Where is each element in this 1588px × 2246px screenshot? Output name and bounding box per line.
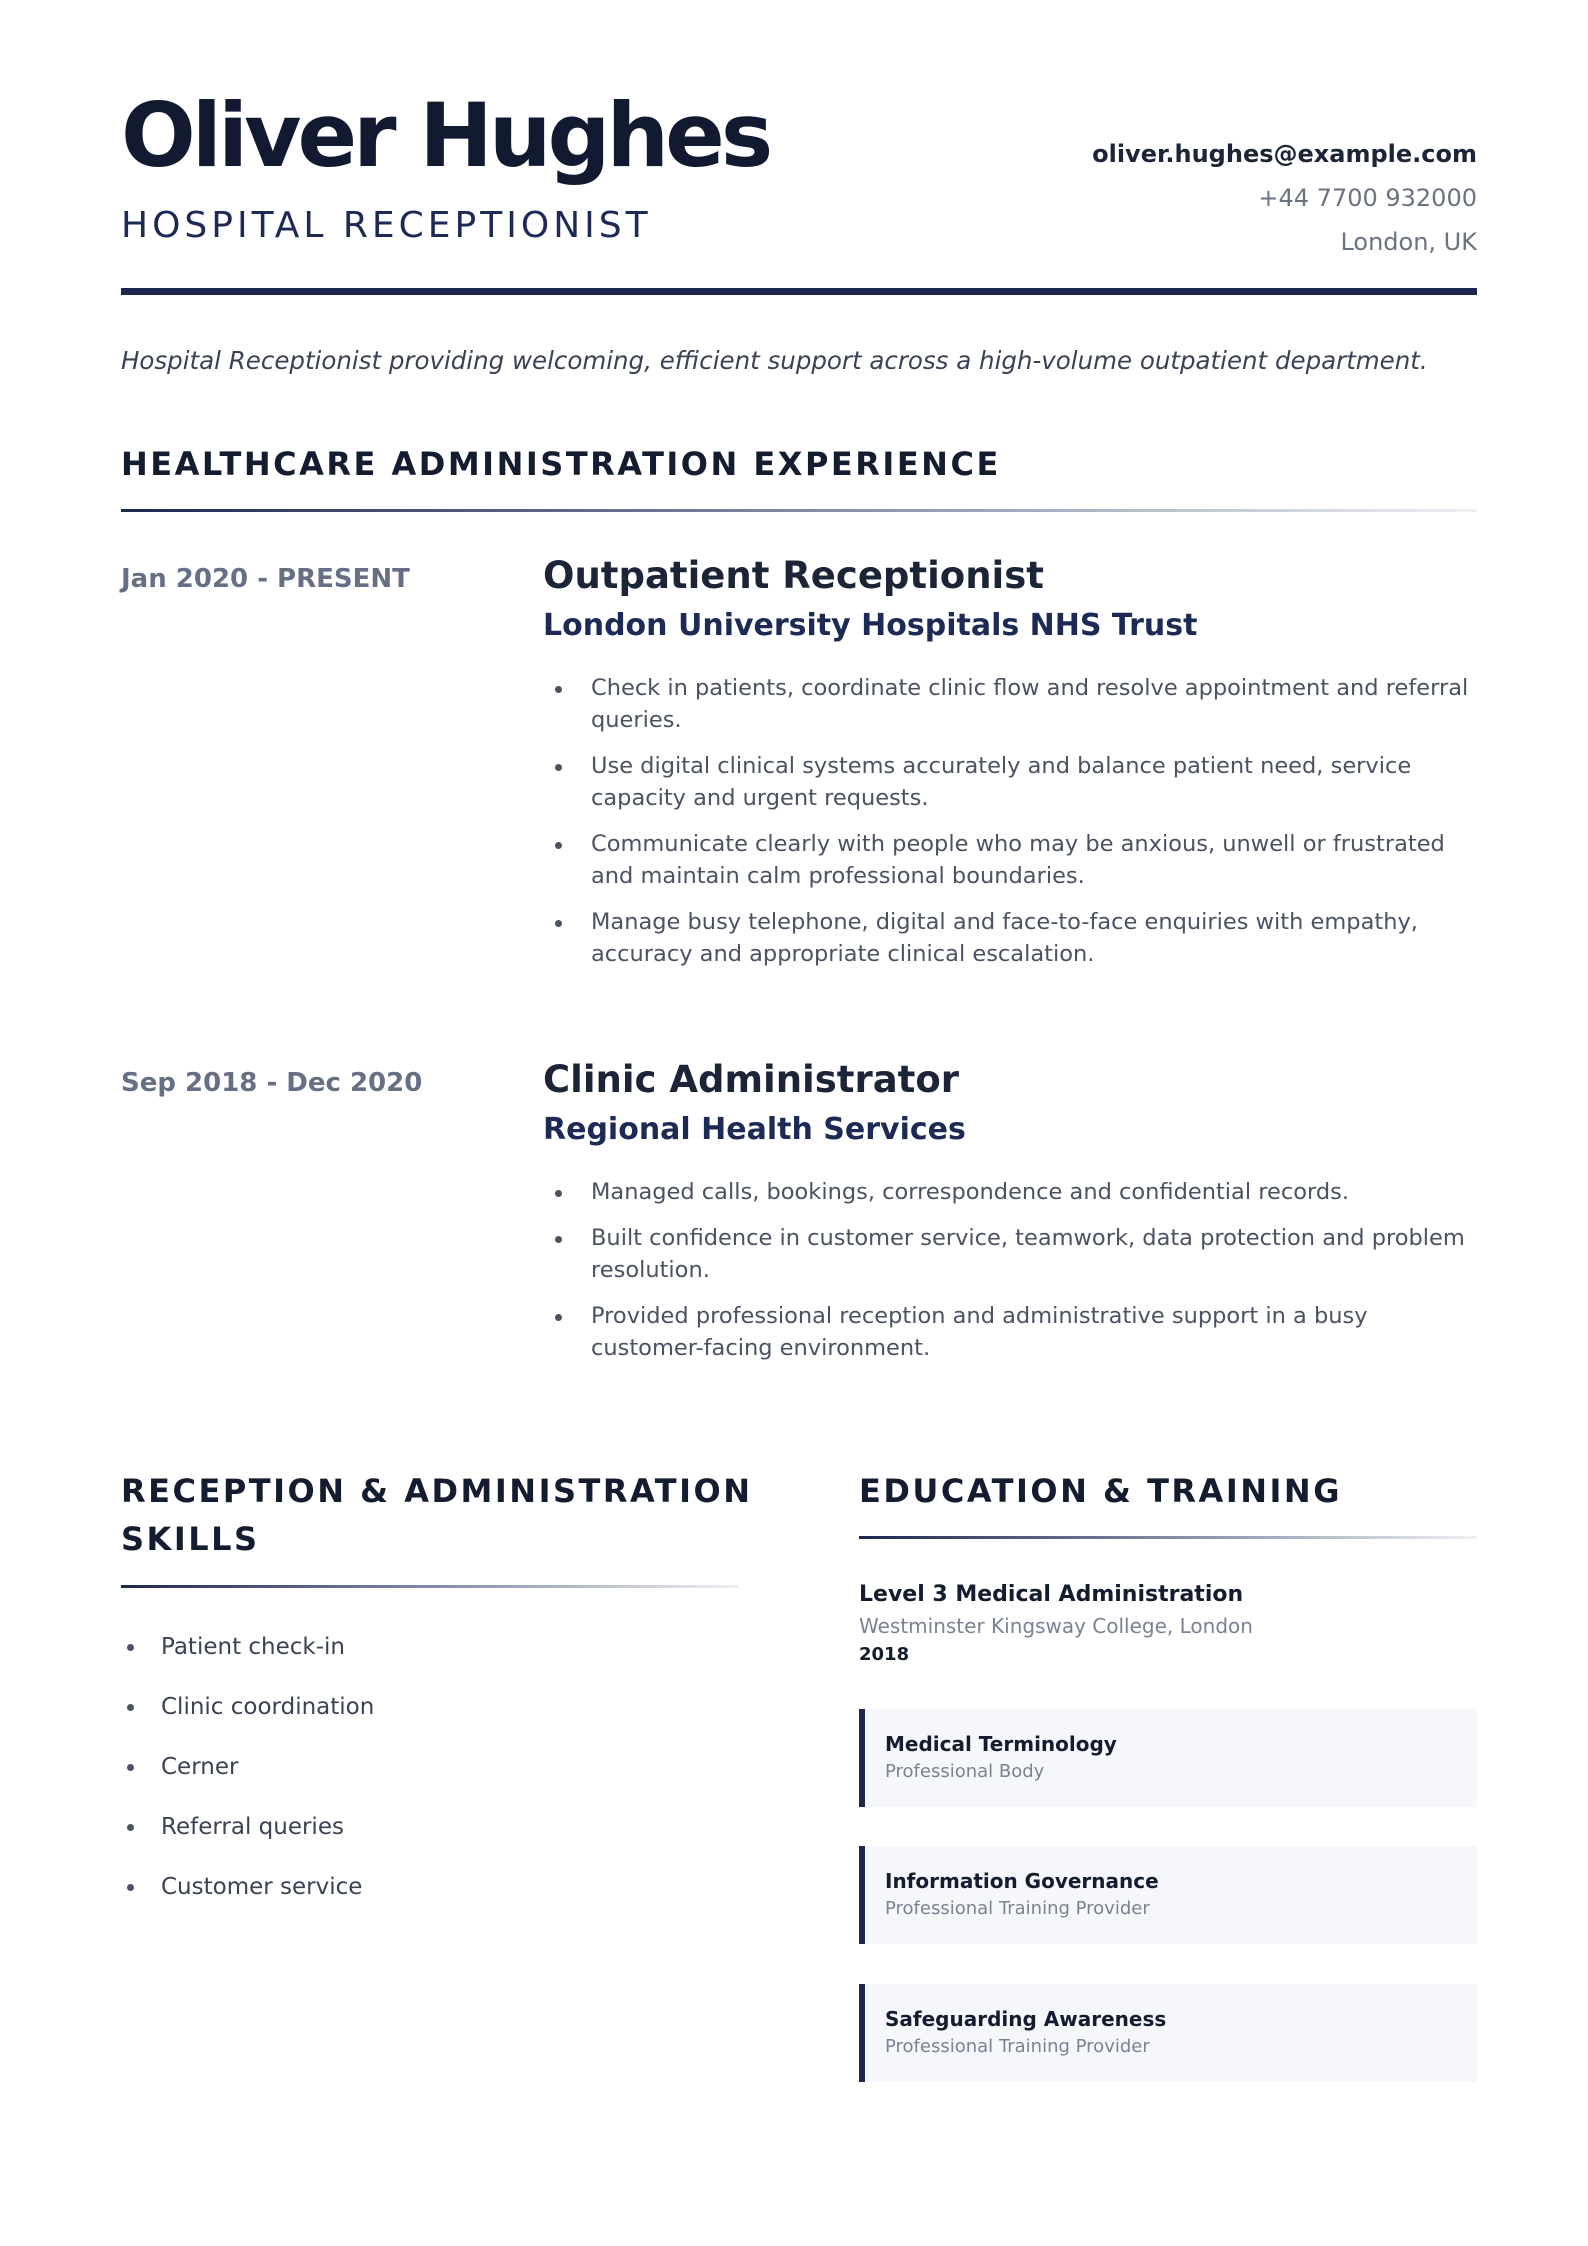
job-bullets [543, 672, 1477, 970]
certification-card [859, 1846, 1477, 1944]
bullet-item: Use digital clinical systems accurately and balance patient need, service capacity and urgent requests. [543, 750, 1477, 814]
bullet-item: Managed calls, bookings, correspondence and confidential records. [543, 1176, 1477, 1208]
resume-page [121, 0, 1477, 2246]
job-dates: Sep 2018 - Dec 2020 [121, 1068, 423, 1098]
employer-name: Regional Health Services [543, 1112, 966, 1148]
bullet-item: Communicate clearly with people who may be anxious, unwell or frustrated and maintain calm professional boundaries. [543, 828, 1477, 892]
experience-divider [121, 509, 1477, 512]
job-bullets [543, 1176, 1477, 1364]
bullet-item: Manage busy telephone, digital and face-to-face enquiries with empathy, accuracy and appropriate clinical escalation. [543, 906, 1477, 970]
education-heading: EDUCATION & TRAINING [859, 1472, 1342, 1510]
certification-provider: Professional Body [885, 1761, 1045, 1782]
employer-name: London University Hospitals NHS Trust [543, 608, 1198, 644]
candidate-name: Oliver Hughes [121, 84, 770, 187]
certification-card [859, 1709, 1477, 1807]
certification-title: Medical Terminology [885, 1732, 1117, 1756]
phone-number: +44 7700 932000 [1258, 184, 1477, 212]
skills-heading [121, 1467, 752, 1563]
bullet-item: Built confidence in customer service, teamwork, data protection and problem resolution. [543, 1222, 1477, 1286]
education-divider [859, 1536, 1477, 1539]
email-link[interactable]: oliver.hughes@example.com [1092, 140, 1477, 168]
certification-card [859, 1984, 1477, 2082]
skill-item: Cerner [121, 1750, 374, 1810]
skill-item: Clinic coordination [121, 1690, 374, 1750]
skills-divider [121, 1585, 739, 1588]
job-entry [543, 1058, 1477, 1378]
skills-heading-line: SKILLS [121, 1520, 260, 1558]
bullet-item: Provided professional reception and administrative support in a busy customer-facing environment. [543, 1300, 1477, 1364]
skills-list [121, 1630, 374, 1930]
contact-block [1092, 132, 1477, 264]
job-dates: Jan 2020 - PRESENT [121, 564, 410, 594]
skill-item: Patient check-in [121, 1630, 374, 1690]
skill-item: Customer service [121, 1870, 374, 1930]
degree-institution: Westminster Kingsway College, London [859, 1614, 1253, 1638]
bullet-item: Check in patients, coordinate clinic flow and resolve appointment and referral queries. [543, 672, 1477, 736]
degree-year: 2018 [859, 1644, 910, 1665]
job-title: Outpatient Receptionist [543, 554, 1044, 597]
skill-item: Referral queries [121, 1810, 374, 1870]
experience-heading: HEALTHCARE ADMINISTRATION EXPERIENCE [121, 445, 1001, 483]
job-entry [543, 554, 1477, 984]
certification-provider: Professional Training Provider [885, 1898, 1150, 1919]
certification-provider: Professional Training Provider [885, 2036, 1150, 2057]
location: London, UK [1340, 228, 1477, 256]
job-role: HOSPITAL RECEPTIONIST [121, 205, 652, 246]
skills-heading-line: RECEPTION & ADMINISTRATION [121, 1472, 753, 1510]
degree-title: Level 3 Medical Administration [859, 1582, 1244, 1607]
certification-title: Information Governance [885, 1869, 1159, 1893]
job-title: Clinic Administrator [543, 1058, 960, 1101]
certification-title: Safeguarding Awareness [885, 2007, 1167, 2031]
summary: Hospital Receptionist providing welcoming, efficient support across a high-volume outpatient department. [121, 346, 1428, 375]
header-divider [121, 288, 1477, 295]
